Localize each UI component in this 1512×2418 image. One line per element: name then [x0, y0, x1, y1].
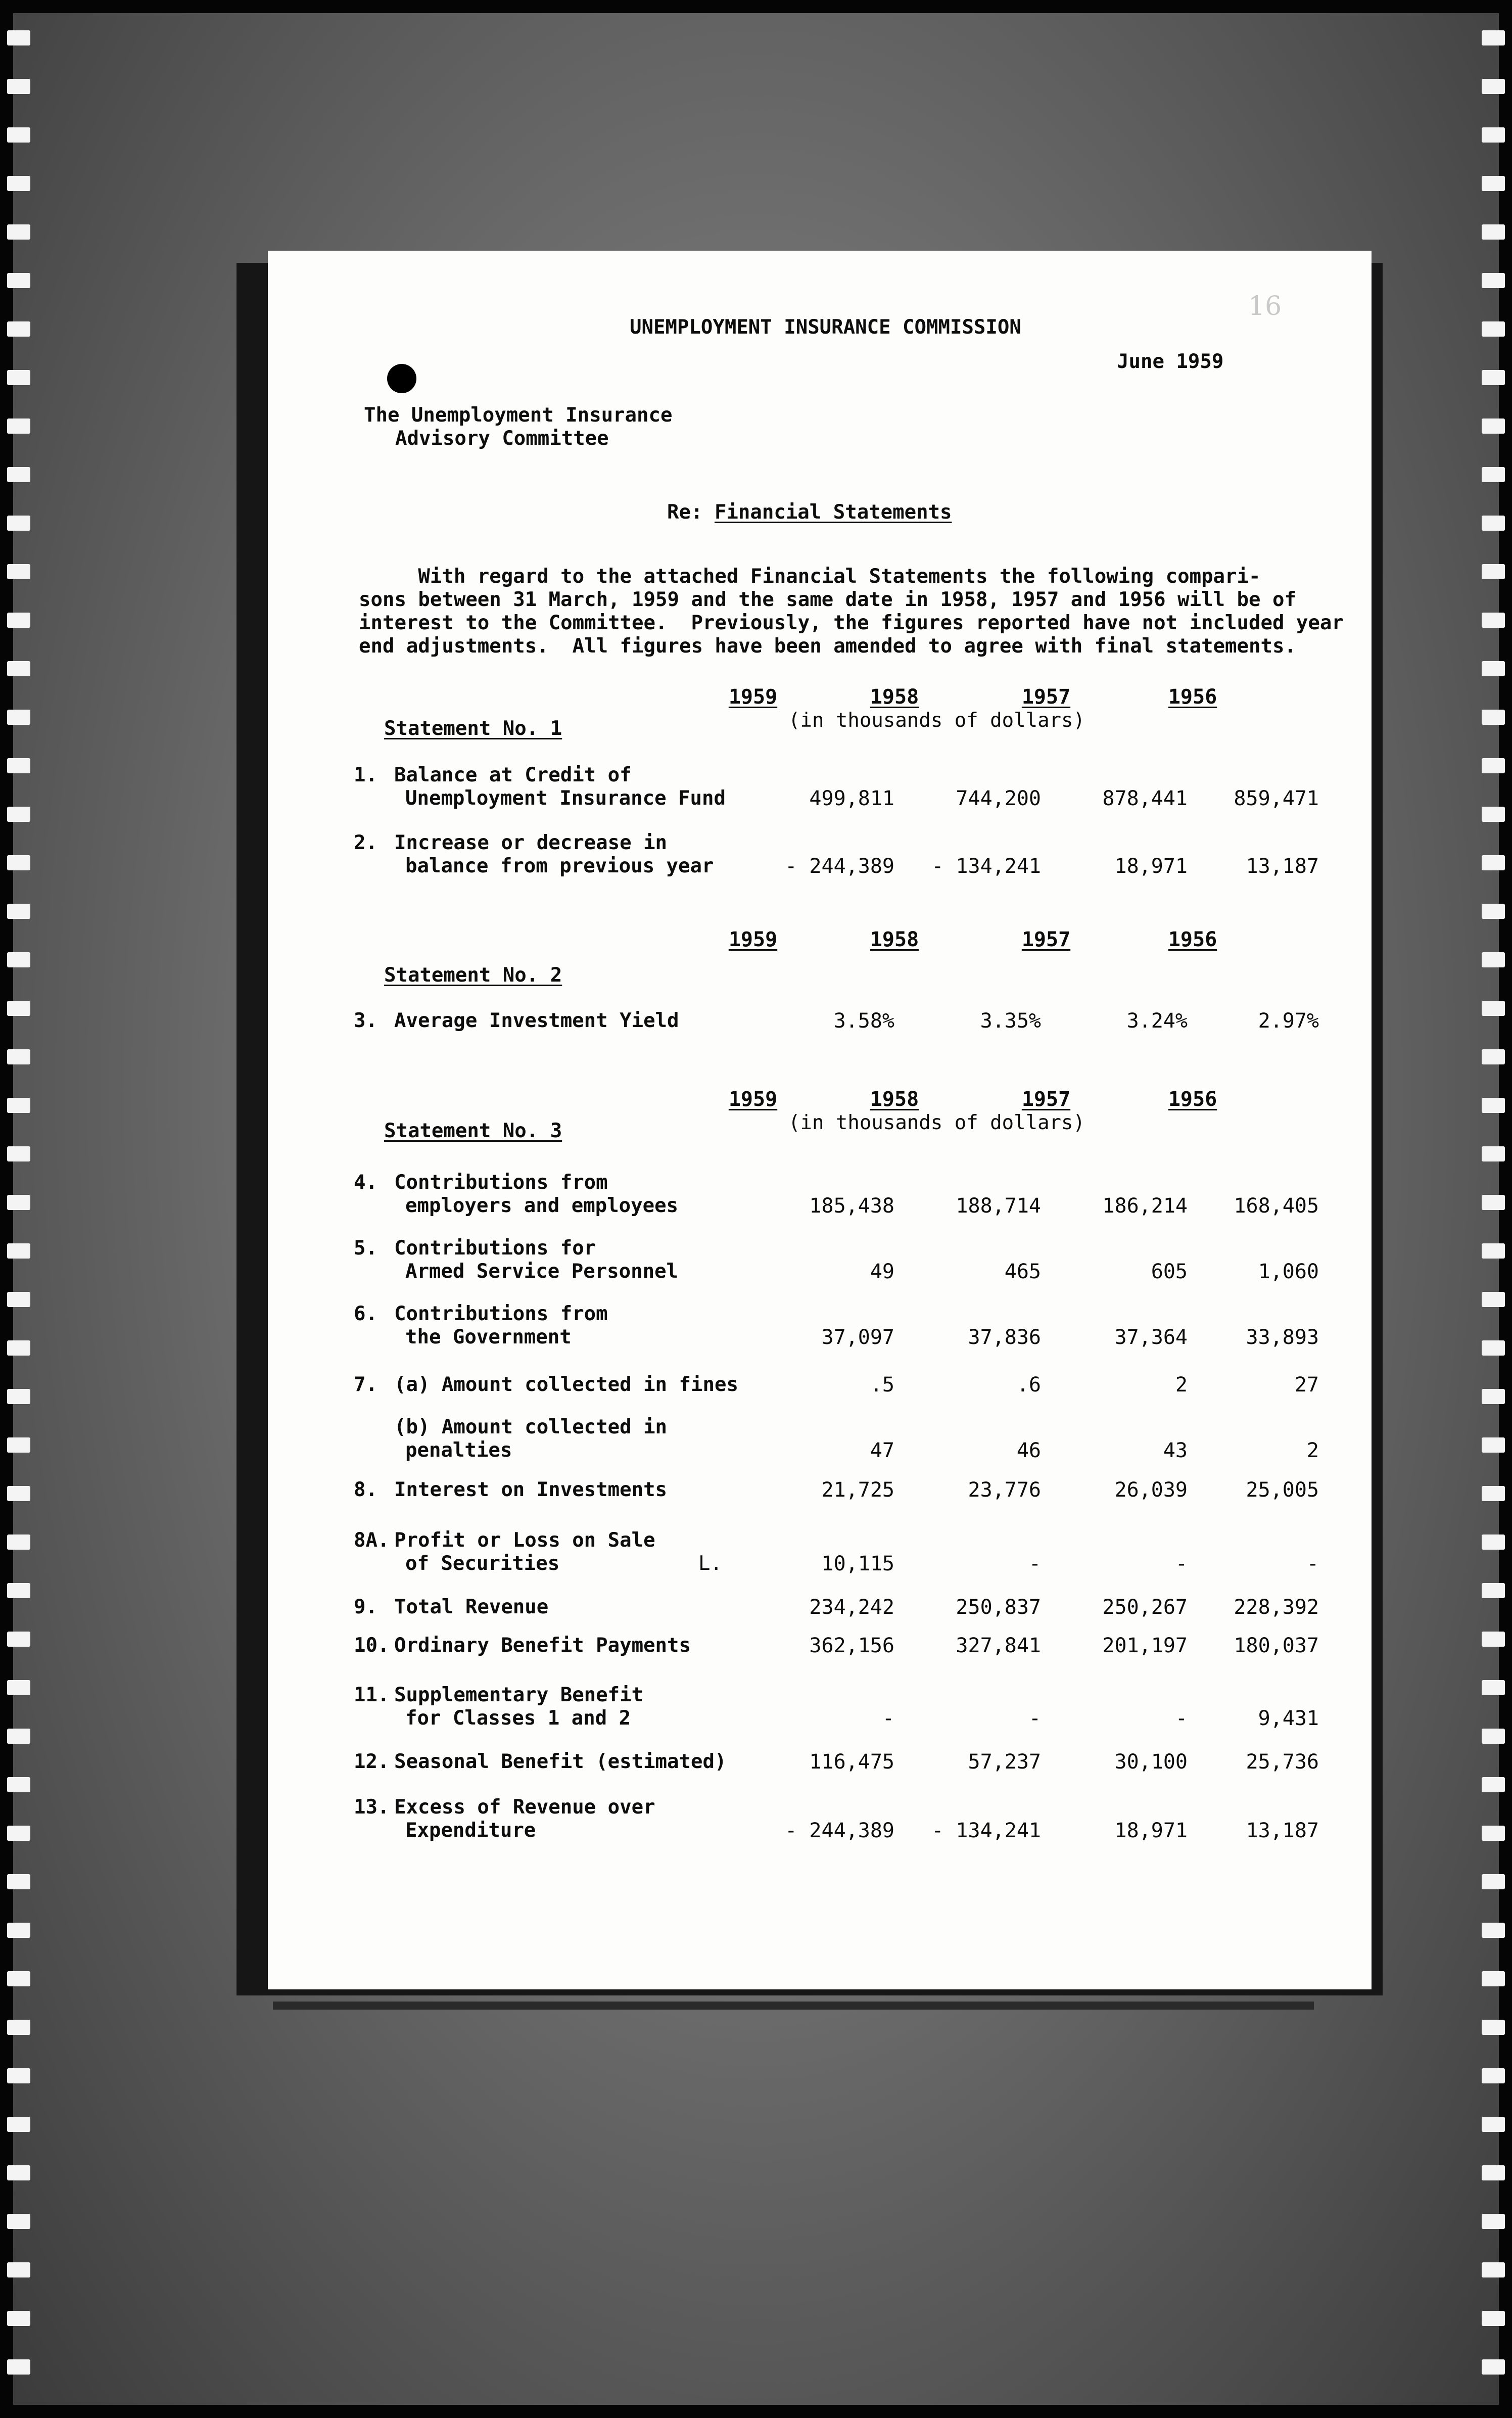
- row-number: 7.: [354, 1373, 377, 1396]
- table-cell: - 244,389: [785, 1819, 894, 1842]
- sprocket-hole: [1482, 1583, 1505, 1598]
- sprocket-hole: [7, 1340, 30, 1356]
- addressee-line2: Advisory Committee: [395, 427, 609, 450]
- row-label: Expenditure: [405, 1819, 536, 1842]
- sprocket-hole: [7, 952, 30, 967]
- table-cell: 10,115: [821, 1552, 894, 1575]
- sprocket-hole: [7, 1486, 30, 1501]
- row-number: 2.: [354, 831, 377, 854]
- row-number: 8.: [354, 1478, 377, 1501]
- sprocket-hole: [7, 1243, 30, 1259]
- sprocket-hole: [1482, 2165, 1505, 2180]
- table-cell: 37,364: [1114, 1326, 1188, 1349]
- row-number: 6.: [354, 1303, 377, 1325]
- sprocket-hole: [1482, 2214, 1505, 2229]
- year-header: 1959: [728, 1088, 778, 1111]
- sprocket-hole: [7, 855, 30, 870]
- sprocket-hole: [7, 1632, 30, 1647]
- units-note: (in thousands of dollars): [788, 709, 1085, 732]
- table-cell: 43: [1163, 1439, 1188, 1462]
- table-cell: -: [1028, 1707, 1041, 1730]
- subject-title: Financial Statements: [714, 501, 952, 524]
- year-header: 1957: [1021, 1088, 1071, 1111]
- sprocket-hole: [1482, 1874, 1505, 1889]
- row-label: Ordinary Benefit Payments: [394, 1634, 691, 1657]
- sprocket-hole: [7, 1729, 30, 1744]
- sprocket-hole: [7, 1874, 30, 1889]
- sprocket-hole: [1482, 564, 1505, 579]
- table-cell: 186,214: [1102, 1194, 1188, 1218]
- sprocket-hole: [1482, 1001, 1505, 1016]
- intro-line: sons between 31 March, 1959 and the same date in 1958, 1957 and 1956 will be of: [359, 588, 1296, 611]
- addressee-line1: The Unemployment Insurance: [364, 404, 673, 427]
- document-page: [268, 251, 1372, 1989]
- sprocket-hole: [7, 273, 30, 288]
- table-cell: 185,438: [809, 1194, 894, 1218]
- sprocket-hole: [7, 1195, 30, 1210]
- table-cell: 234,242: [809, 1596, 894, 1619]
- row-number: 11.: [354, 1684, 390, 1706]
- sprocket-hole: [1482, 1826, 1505, 1841]
- intro-line: With regard to the attached Financial Statements the following compari-: [359, 565, 1261, 588]
- sprocket-hole: [7, 1146, 30, 1161]
- sprocket-hole: [1482, 1729, 1505, 1744]
- sprocket-hole: [7, 2165, 30, 2180]
- sprocket-hole: [7, 224, 30, 240]
- sprocket-hole: [7, 1001, 30, 1016]
- row-label: Seasonal Benefit (estimated): [394, 1750, 727, 1773]
- sprocket-hole: [7, 2020, 30, 2035]
- sprocket-hole: [1482, 1680, 1505, 1695]
- subject-line: [667, 501, 952, 524]
- sprocket-hole: [1482, 127, 1505, 143]
- sprocket-hole: [1482, 855, 1505, 870]
- table-cell: - 134,241: [931, 1819, 1041, 1842]
- table-cell: 33,893: [1246, 1326, 1319, 1349]
- table-cell: 499,811: [809, 787, 894, 810]
- table-cell: 362,156: [809, 1634, 894, 1657]
- sprocket-hole: [7, 807, 30, 822]
- sprocket-hole: [7, 370, 30, 385]
- row-label: Profit or Loss on Sale: [394, 1529, 655, 1552]
- document-date: June 1959: [1117, 350, 1224, 373]
- table-cell: 605: [1151, 1260, 1188, 1283]
- table-cell: 878,441: [1102, 787, 1188, 810]
- sprocket-hole: [1482, 418, 1505, 434]
- sprocket-hole: [7, 176, 30, 191]
- sprocket-hole: [7, 710, 30, 725]
- table-cell: 180,037: [1234, 1634, 1319, 1657]
- sprocket-hole: [1482, 1486, 1505, 1501]
- table-cell: 201,197: [1102, 1634, 1188, 1657]
- sprocket-hole: [7, 1049, 30, 1064]
- sprocket-hole: [1482, 79, 1505, 94]
- sprocket-hole: [1482, 176, 1505, 191]
- page-bottom-edge: [273, 2002, 1314, 2010]
- sprocket-hole: [1482, 1923, 1505, 1938]
- row-label: (b) Amount collected in: [394, 1416, 668, 1438]
- year-header: 1958: [870, 1088, 919, 1111]
- table-cell: 30,100: [1114, 1750, 1188, 1774]
- sprocket-hole: [1482, 2068, 1505, 2083]
- table-cell: 2: [1306, 1439, 1319, 1462]
- table-cell: -: [882, 1707, 894, 1730]
- table-cell: 327,841: [956, 1634, 1041, 1657]
- row-label: Contributions for: [394, 1237, 596, 1260]
- sprocket-hole: [7, 516, 30, 531]
- row-label: Armed Service Personnel: [405, 1260, 679, 1283]
- table-cell: 21,725: [821, 1478, 894, 1502]
- year-header: 1956: [1168, 685, 1217, 709]
- sprocket-hole: [1482, 1971, 1505, 1986]
- table-cell: 37,836: [968, 1326, 1041, 1349]
- sprocket-hole: [1482, 1534, 1505, 1550]
- table-cell: 47: [870, 1439, 894, 1462]
- units-note: (in thousands of dollars): [788, 1111, 1085, 1134]
- sprocket-hole: [7, 321, 30, 337]
- table-cell: 3.35%: [980, 1009, 1041, 1033]
- table-cell: 2.97%: [1258, 1009, 1319, 1033]
- table-cell: 25,736: [1246, 1750, 1319, 1774]
- sprocket-hole: [7, 564, 30, 579]
- row-label: Balance at Credit of: [394, 764, 632, 786]
- table-cell: 49: [870, 1260, 894, 1283]
- table-cell: 228,392: [1234, 1596, 1319, 1619]
- sprocket-hole: [1482, 2311, 1505, 2326]
- sprocket-hole: [1482, 1098, 1505, 1113]
- sprocket-hole: [1482, 1437, 1505, 1453]
- row-label: the Government: [405, 1326, 572, 1348]
- year-header: 1959: [728, 928, 778, 951]
- sprocket-hole: [7, 1680, 30, 1695]
- sprocket-hole: [7, 1923, 30, 1938]
- table-cell: 23,776: [968, 1478, 1041, 1502]
- sprocket-hole: [7, 30, 30, 45]
- sprocket-hole: [7, 1826, 30, 1841]
- sprocket-hole: [7, 2117, 30, 2132]
- punch-hole: [387, 364, 416, 393]
- statement-title: Statement No. 2: [384, 964, 562, 987]
- sprocket-hole: [7, 2214, 30, 2229]
- row-prefix: L.: [698, 1552, 722, 1575]
- sprocket-hole: [1482, 467, 1505, 482]
- sprocket-hole: [7, 467, 30, 482]
- sprocket-hole: [1482, 952, 1505, 967]
- table-cell: 250,267: [1102, 1596, 1188, 1619]
- row-label: of Securities: [405, 1552, 560, 1575]
- sprocket-hole: [1482, 516, 1505, 531]
- sprocket-hole: [7, 758, 30, 773]
- row-number: 9.: [354, 1596, 377, 1618]
- year-header: 1959: [728, 685, 778, 709]
- table-cell: 116,475: [809, 1750, 894, 1774]
- sprocket-hole: [7, 1437, 30, 1453]
- intro-line: end adjustments. All figures have been amended to agree with final statements.: [359, 635, 1296, 658]
- table-cell: .6: [1016, 1373, 1041, 1397]
- sprocket-hole: [7, 1389, 30, 1404]
- statement-title: Statement No. 3: [384, 1120, 562, 1142]
- table-cell: -: [1175, 1707, 1188, 1730]
- table-cell: 744,200: [956, 787, 1041, 810]
- sprocket-hole: [1482, 370, 1505, 385]
- statement-title: Statement No. 1: [384, 717, 562, 740]
- row-label: Unemployment Insurance Fund: [405, 787, 726, 810]
- sprocket-hole: [1482, 1049, 1505, 1064]
- table-cell: 1,060: [1258, 1260, 1319, 1283]
- year-header: 1957: [1021, 928, 1071, 951]
- sprocket-hole: [7, 418, 30, 434]
- row-number: 5.: [354, 1237, 377, 1260]
- sprocket-hole: [7, 1098, 30, 1113]
- sprocket-hole: [1482, 1340, 1505, 1356]
- year-header: 1956: [1168, 928, 1217, 951]
- table-cell: 3.24%: [1126, 1009, 1188, 1033]
- table-cell: 465: [1004, 1260, 1041, 1283]
- sprocket-hole: [1482, 1632, 1505, 1647]
- sprocket-hole: [1482, 224, 1505, 240]
- intro-paragraph: [359, 565, 1344, 658]
- table-cell: 18,971: [1114, 855, 1188, 878]
- year-header: 1956: [1168, 1088, 1217, 1111]
- table-cell: 18,971: [1114, 1819, 1188, 1842]
- sprocket-hole: [1482, 613, 1505, 628]
- sprocket-hole: [7, 127, 30, 143]
- table-cell: 2: [1175, 1373, 1188, 1397]
- table-cell: 46: [1016, 1439, 1041, 1462]
- row-label: Contributions from: [394, 1171, 608, 1194]
- table-cell: 859,471: [1234, 787, 1319, 810]
- table-cell: 250,837: [956, 1596, 1041, 1619]
- row-label: Supplementary Benefit: [394, 1684, 644, 1706]
- table-cell: 13,187: [1246, 1819, 1319, 1842]
- sprocket-hole: [1482, 2359, 1505, 2375]
- table-cell: -: [1306, 1552, 1319, 1575]
- sprocket-hole: [7, 1534, 30, 1550]
- row-label: Contributions from: [394, 1303, 608, 1325]
- row-number: 1.: [354, 764, 377, 786]
- row-number: 13.: [354, 1796, 390, 1819]
- row-label: Average Investment Yield: [394, 1009, 679, 1032]
- sprocket-hole: [1482, 2117, 1505, 2132]
- sprocket-hole: [1482, 2262, 1505, 2277]
- table-cell: 26,039: [1114, 1478, 1188, 1502]
- sprocket-hole: [1482, 1146, 1505, 1161]
- row-label: Interest on Investments: [394, 1478, 668, 1501]
- table-cell: 13,187: [1246, 855, 1319, 878]
- sprocket-hole: [7, 661, 30, 676]
- table-cell: 27: [1294, 1373, 1319, 1397]
- sprocket-hole: [7, 2311, 30, 2326]
- sprocket-hole: [1482, 2020, 1505, 2035]
- sprocket-hole: [1482, 1389, 1505, 1404]
- table-cell: 57,237: [968, 1750, 1041, 1774]
- table-cell: 37,097: [821, 1326, 894, 1349]
- row-label: Excess of Revenue over: [394, 1796, 655, 1819]
- sprocket-hole: [7, 2068, 30, 2083]
- table-cell: 168,405: [1234, 1194, 1319, 1218]
- sprocket-hole: [1482, 1195, 1505, 1210]
- sprocket-hole: [7, 1583, 30, 1598]
- table-cell: - 134,241: [931, 855, 1041, 878]
- sprocket-hole: [1482, 1777, 1505, 1792]
- sprocket-hole: [7, 1971, 30, 1986]
- year-header: 1958: [870, 685, 919, 709]
- table-cell: .5: [870, 1373, 894, 1397]
- table-cell: 188,714: [956, 1194, 1041, 1218]
- row-number: 3.: [354, 1009, 377, 1032]
- sprocket-hole: [1482, 321, 1505, 337]
- sprocket-hole: [1482, 710, 1505, 725]
- sprocket-hole: [7, 1292, 30, 1307]
- sprocket-hole: [7, 2262, 30, 2277]
- row-label: employers and employees: [405, 1194, 679, 1217]
- sprocket-hole: [1482, 30, 1505, 45]
- table-cell: -: [1175, 1552, 1188, 1575]
- sprocket-hole: [1482, 758, 1505, 773]
- sprocket-hole: [1482, 273, 1505, 288]
- table-cell: - 244,389: [785, 855, 894, 878]
- sprocket-hole: [1482, 661, 1505, 676]
- row-label: Total Revenue: [394, 1596, 549, 1618]
- row-number: 12.: [354, 1750, 390, 1773]
- row-number: 4.: [354, 1171, 377, 1194]
- row-label: (a) Amount collected in fines: [394, 1373, 738, 1396]
- sprocket-hole: [7, 2359, 30, 2375]
- row-number: 10.: [354, 1634, 390, 1657]
- row-label: for Classes 1 and 2: [405, 1707, 631, 1730]
- intro-line: interest to the Committee. Previously, the figures reported have not included year: [359, 612, 1344, 634]
- year-header: 1957: [1021, 685, 1071, 709]
- row-label: balance from previous year: [405, 855, 714, 877]
- sprocket-hole: [7, 613, 30, 628]
- subject-prefix: Re:: [667, 501, 703, 524]
- table-cell: 9,431: [1258, 1707, 1319, 1730]
- page-mark: 16: [1248, 291, 1282, 321]
- row-label: penalties: [405, 1439, 512, 1462]
- table-cell: 25,005: [1246, 1478, 1319, 1502]
- commission-title: UNEMPLOYMENT INSURANCE COMMISSION: [630, 316, 1021, 339]
- sprocket-hole: [1482, 904, 1505, 919]
- table-cell: 3.58%: [833, 1009, 894, 1033]
- sprocket-hole: [7, 79, 30, 94]
- sprocket-hole: [1482, 807, 1505, 822]
- sprocket-hole: [1482, 1243, 1505, 1259]
- year-header: 1958: [870, 928, 919, 951]
- row-number: 8A.: [354, 1529, 390, 1552]
- table-cell: -: [1028, 1552, 1041, 1575]
- sprocket-hole: [1482, 1292, 1505, 1307]
- sprocket-hole: [7, 1777, 30, 1792]
- row-label: Increase or decrease in: [394, 831, 668, 854]
- sprocket-hole: [7, 904, 30, 919]
